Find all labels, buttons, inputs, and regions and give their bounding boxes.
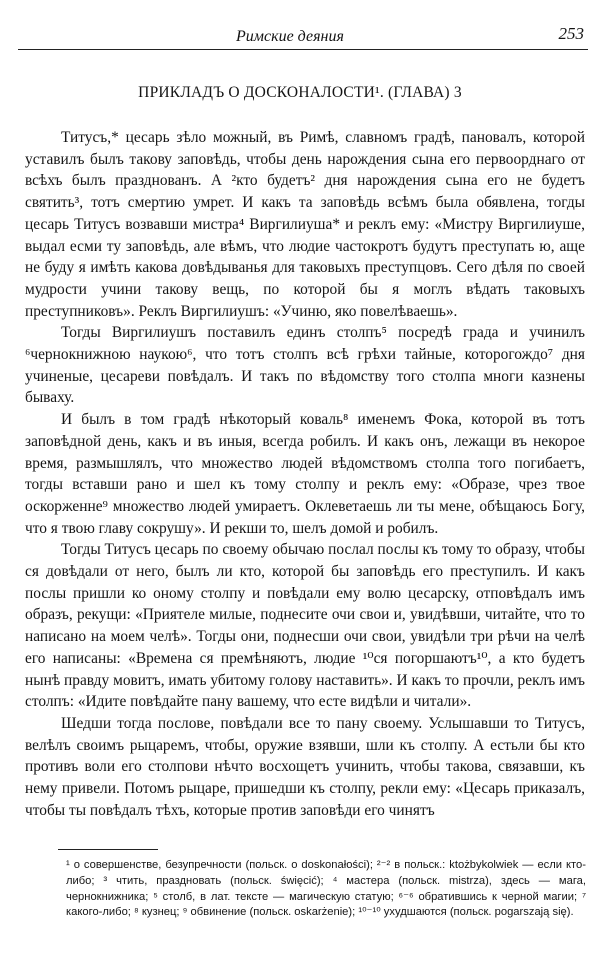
paragraph: Тогды Титусъ цесарь по своему обычаю послал послы къ тому то образу, чтобы ся довѣдали от него, былъ ли кто, которой бы заповѣдь его преступилъ. И какъ послы пришли ко оному столпу и повѣдали ему волю цесарску, отповѣдалъ имъ образъ, рекущи: «Приятеле милые, поднесите очи свои и, увидѣвши, читайте, что то написано на моем челѣ». Тогды они, поднесши очи свои, увидѣли три рѣчи на челѣ его написаны: «Времена ся премѣняютъ, людие ¹⁰ся погоршаютъ¹⁰, а кто будетъ нынѣ правду мовитъ, имать убитому голову наставить». И какъ то прочли, реклъ имъ столпъ: «Идите повѣдайте пану вашему, что есте видѣли и читали». bbox=[25, 541, 585, 711]
body-text bbox=[25, 127, 585, 822]
footnotes: ¹ о совершенстве, безупречности (польск. o doskonałości); ²⁻² в польск.: ktożbykolwiek — если кто-либо; ³ чтить, праздновать (польск. święcić); ⁴ мастера (польск. mistrza), здесь — мага, чернокнижника; ⁵ столб, в лат. тексте — магическую статую; ⁶⁻⁶ обратившись к черной магии; ⁷ какого-либо; ⁸ кузнец; ⁹ обвинение (польск. oskarżenie); ¹⁰⁻¹⁰ ухудшаются (польск. pogarszają się). bbox=[66, 859, 586, 919]
paragraph: И былъ в том градѣ нѣкоторый коваль⁸ именемъ Фока, которой въ тотъ заповѣдной день, какъ и въ иныя, всегда робилъ. И какъ онъ, лежащи въ некорое время, размышлялъ, что множество людей вѣдомствомъ столпа того погибаетъ, тогды вставши рано и шел къ тому столпу и реклъ ему: «Образе, чрез твое оскорженне⁹ множество людей умираетъ. Оклеветаешь ли ты мене, обѣщаюсь Богу, что я твою главу сокрушу». И рекши то, шелъ домой и робилъ. bbox=[25, 411, 585, 537]
paragraph: Титусъ,* цесарь зѣло можный, въ Римѣ, славномъ градѣ, пановалъ, которой уставилъ былъ такову заповѣдь, чтобы день нарождения сына его первоорднаго от всѣхъ былъ празднованъ. А ²кто будетъ² дня нарождения сына его не будетъ святить³, тотъ смертию умрет. И какъ та заповѣдь всѣмъ была обявлена, тогды цесарь Титусъ возвавши мистра⁴ Виргилиуша* и реклъ ему: «Мистру Виргилиуше, выдал есми ту заповѣдь, але вѣмъ, что людие частокротъ будутъ преступать ю, аще не буду я имѣть какова довѣдыванья для таковыхъ преступцовъ. Сего дѣля по своей мудрости учини такову вещь, по которой бы я моглъ вѣдать таковыхъ преступниковъ». Реклъ Виргилиушъ: «Учиню, яко повелѣваешь». bbox=[25, 129, 585, 320]
running-header bbox=[18, 22, 588, 50]
page-number: 253 bbox=[558, 24, 584, 43]
running-title: Римские деяния bbox=[236, 28, 344, 45]
chapter-title: ПРИКЛАДЪ О ДОСКОНАЛОСТИ¹. (ГЛАВА) 3 bbox=[138, 84, 462, 101]
header-rule bbox=[18, 49, 588, 50]
footnote-rule bbox=[58, 849, 158, 850]
paragraph: Тогды Виргилиушъ поставилъ единъ столпъ⁵ посредѣ града и учинилъ ⁶чернокнижною наукою⁶, что тотъ столпъ всѣ грѣхи тайные, которогождо⁷ дня учиненые, цесареви повѣдалъ. И такъ по вѣдомству того столпа многи казнены бываху. bbox=[25, 324, 585, 407]
paragraph: Шедши тогда послове, повѣдали все то пану своему. Услышавши то Титусъ, велѣлъ своимъ рыцаремъ, чтобы, оружие взявши, шли къ столпу. А естьли бы кто противъ воли его столпови нѣчто восхощетъ учинить, чтобы такова, связавши, къ нему привели. Потомъ рыцаре, пришедши къ столпу, рекли ему: «Цесарь приказалъ, чтобы ты повѣдалъ тѣхъ, которые против заповѣди его чинятъ bbox=[25, 714, 585, 819]
